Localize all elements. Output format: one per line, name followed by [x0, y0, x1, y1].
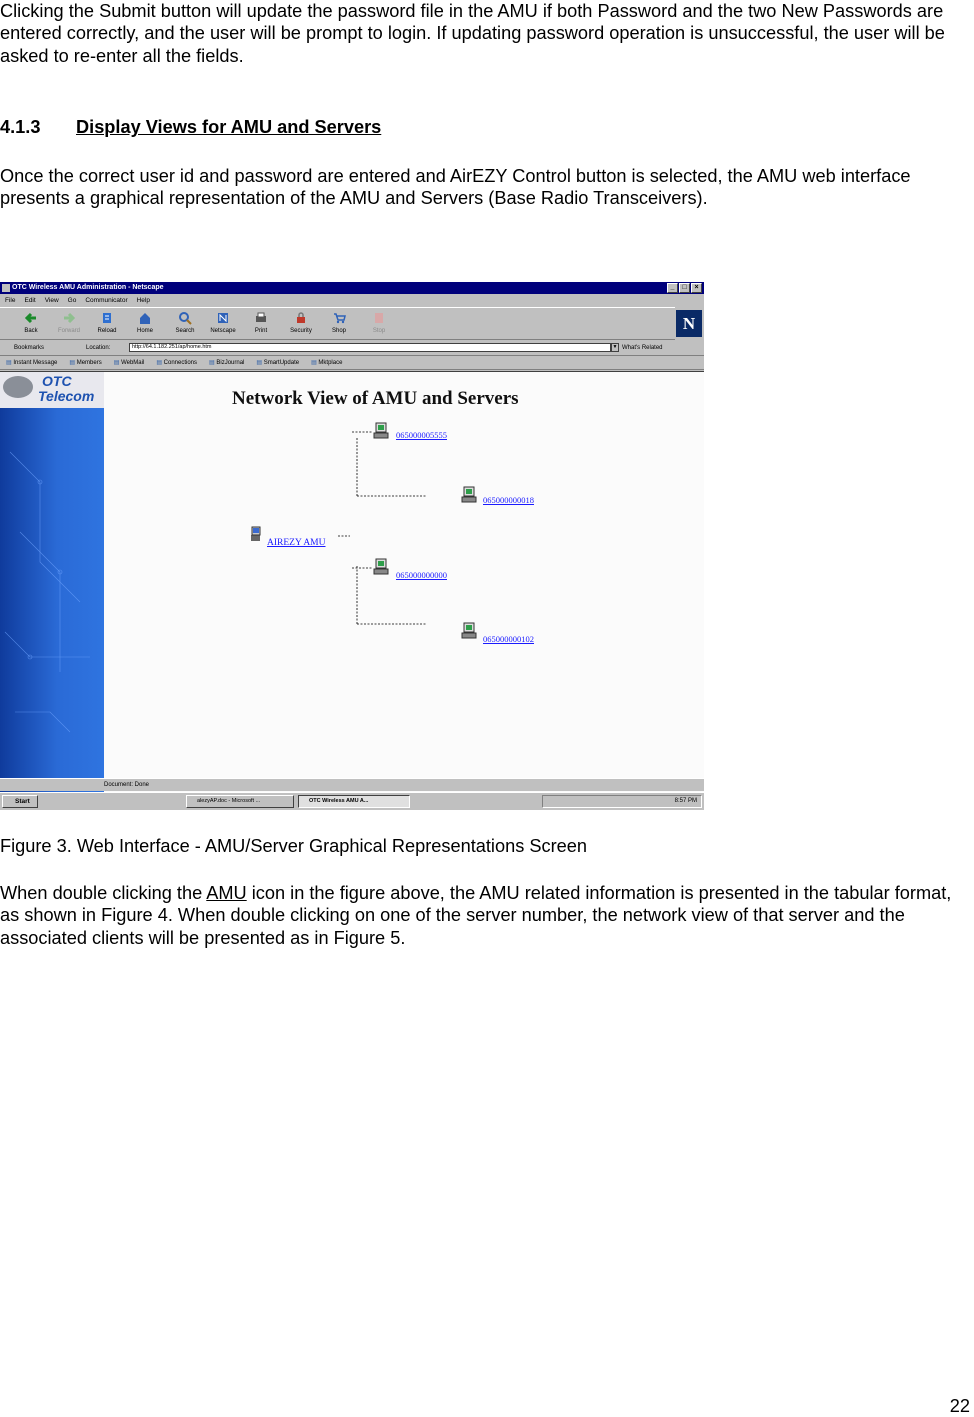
- amu-link[interactable]: AIREZY AMU: [267, 538, 326, 548]
- section-number: 4.1.3: [0, 117, 41, 137]
- section-heading: [0, 117, 381, 138]
- home-button[interactable]: Home: [128, 311, 162, 337]
- otc-telecom-logo: OTC Telecom: [0, 372, 104, 408]
- browser-title-bar: [0, 282, 704, 294]
- menu-edit[interactable]: Edit: [24, 297, 36, 304]
- stop-button[interactable]: Stop: [362, 311, 396, 337]
- figure-caption: Figure 3. Web Interface - AMU/Server Graphical Representations Screen: [0, 836, 587, 856]
- display-views-paragraph: Once the correct user id and password are entered and AirEZY Control button is selected, the AMU web interface presents a graphical representation of the AMU and Servers (Base Radio Transceivers).: [0, 166, 911, 209]
- personal-toolbar: [0, 356, 704, 370]
- location-label: Location:: [86, 345, 111, 351]
- server-icon[interactable]: [372, 422, 392, 440]
- server-icon[interactable]: [460, 622, 480, 640]
- search-button[interactable]: Search: [168, 311, 202, 337]
- web-page-content: [0, 371, 704, 801]
- navigation-toolbar: [0, 307, 675, 340]
- close-button[interactable]: ×: [691, 283, 702, 293]
- status-bar: [0, 778, 704, 791]
- link-mktplace[interactable]: ▤ Mktplace: [311, 356, 342, 369]
- window-controls: [667, 283, 702, 293]
- window-title: OTC Wireless AMU Administration - Netscape: [12, 284, 164, 291]
- network-tree-lines: [0, 372, 704, 801]
- taskbar-item-netscape[interactable]: OTC Wireless AMU A...: [298, 795, 410, 808]
- stop-icon: [372, 311, 386, 325]
- shop-button[interactable]: Shop: [322, 311, 356, 337]
- forward-button[interactable]: Forward: [52, 311, 86, 337]
- status-text: Document: Done: [104, 782, 150, 788]
- location-bar: [0, 341, 704, 356]
- page-number: 22: [949, 1396, 970, 1416]
- menu-help[interactable]: Help: [136, 297, 150, 304]
- url-field[interactable]: http://64.1.182.251/ap/home.htm: [129, 343, 611, 352]
- chevron-down-icon[interactable]: ▼: [612, 344, 618, 350]
- netscape-logo: N: [676, 310, 702, 337]
- server-link-1[interactable]: 065000005555: [396, 430, 447, 440]
- home-icon: [138, 311, 152, 325]
- printer-icon: [254, 311, 268, 325]
- menu-bar: [0, 295, 150, 306]
- lock-icon: [294, 311, 308, 325]
- link-webmail[interactable]: ▤ WebMail: [114, 356, 145, 369]
- search-icon: [178, 311, 192, 325]
- minimize-button[interactable]: _: [667, 283, 678, 293]
- amu-underlined-term: AMU: [206, 883, 247, 903]
- whats-related-button[interactable]: What's Related: [622, 345, 663, 351]
- taskbar-item-word[interactable]: alezyAP.doc - Microsoft ...: [186, 795, 294, 808]
- link-smartupdate[interactable]: ▤ SmartUpdate: [256, 356, 299, 369]
- link-members[interactable]: ▤ Members: [69, 356, 101, 369]
- server-link-4[interactable]: 065000000102: [483, 634, 534, 644]
- menu-file[interactable]: File: [5, 297, 16, 304]
- page-title: Network View of AMU and Servers: [232, 388, 519, 409]
- netscape-app-icon: [2, 284, 10, 292]
- menu-communicator[interactable]: Communicator: [85, 297, 128, 304]
- maximize-button[interactable]: □: [679, 283, 690, 293]
- shopping-cart-icon: [332, 311, 346, 325]
- reload-button[interactable]: Reload: [90, 311, 124, 337]
- double-click-paragraph: When double clicking the AMU icon in the figure above, the AMU related information is presented in the tabular format, as shown in Figure 4. When double clicking on one of the server number, the network view of that server and the associated clients will be presented as in Figure 5.: [0, 883, 952, 948]
- figure-3-screenshot: [0, 282, 704, 810]
- server-icon[interactable]: [372, 558, 392, 576]
- amu-computer-icon[interactable]: [249, 525, 267, 543]
- system-tray: [542, 795, 702, 808]
- windows-taskbar: [0, 792, 704, 810]
- print-button[interactable]: Print: [244, 311, 278, 337]
- forward-arrow-icon: [62, 311, 76, 325]
- server-icon[interactable]: [460, 486, 480, 504]
- intro-paragraph: Clicking the Submit button will update the password file in the AMU if both Password and the two New Passwords are entered correctly, and the user will be prompt to login. If updating password operation is unsuccessful, the user will be asked to re-enter all the fields.: [0, 1, 945, 66]
- menu-view[interactable]: View: [44, 297, 59, 304]
- link-instant-message[interactable]: ▤ Instant Message: [6, 356, 57, 369]
- netscape-icon: [216, 311, 230, 325]
- menu-go[interactable]: Go: [67, 297, 77, 304]
- server-link-2[interactable]: 065000000018: [483, 495, 534, 505]
- link-connections[interactable]: ▤ Connections: [156, 356, 197, 369]
- netscape-button[interactable]: Netscape: [206, 311, 240, 337]
- back-arrow-icon: [24, 311, 38, 325]
- server-link-3[interactable]: 065000000000: [396, 570, 447, 580]
- start-button[interactable]: Start: [2, 795, 38, 808]
- security-button[interactable]: Security: [284, 311, 318, 337]
- link-bizjournal[interactable]: ▤ BizJournal: [209, 356, 244, 369]
- reload-icon: [100, 311, 114, 325]
- bookmarks-button[interactable]: Bookmarks: [14, 345, 45, 351]
- section-title: Display Views for AMU and Servers: [76, 117, 382, 137]
- clock: 8:57 PM: [674, 798, 697, 804]
- back-button[interactable]: Back: [14, 311, 48, 337]
